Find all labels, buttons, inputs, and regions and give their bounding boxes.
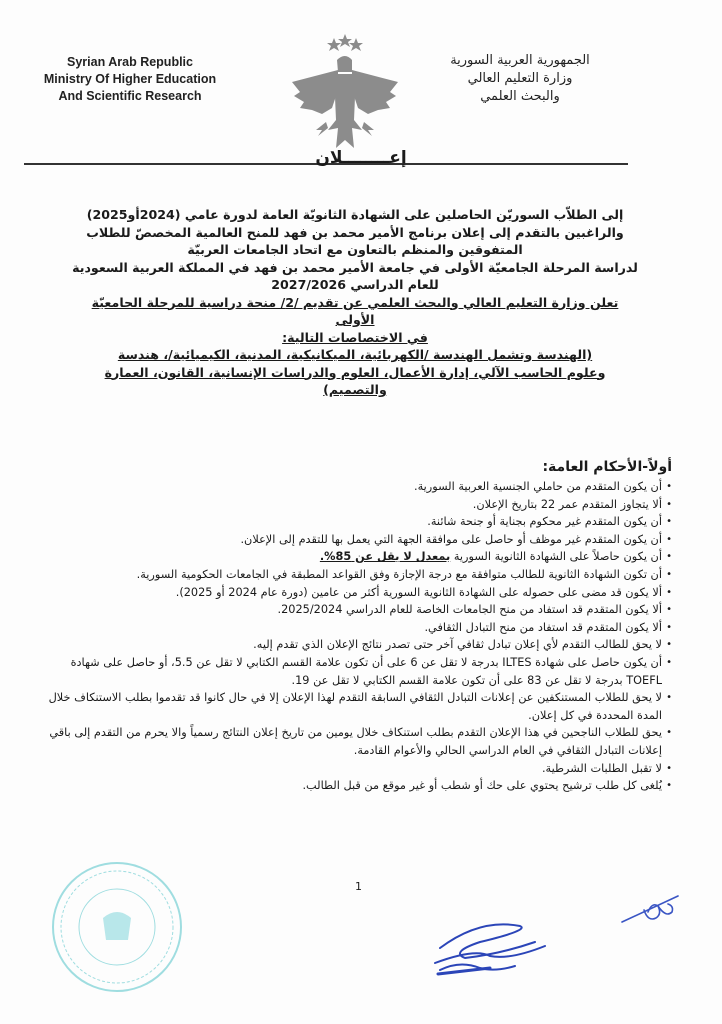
rule-text: لا تقبل الطلبات الشرطية.: [541, 761, 662, 775]
signature-icon: [420, 908, 560, 978]
rule-text: أن يكون المتقدم غير موظف أو حاصل على موافقة الجهة التي يعمل بها للتقدم إلى الإعلان.: [240, 532, 662, 546]
rule-item: [32, 531, 672, 549]
header-english-line: Syrian Arab Republic: [67, 55, 193, 69]
rule-text: يُلغى كل طلب ترشيح يحتوي على حك أو شطب أو غير موقع من قبل الطالب.: [302, 779, 662, 793]
rule-item: [32, 478, 672, 496]
rule-item: [32, 724, 672, 759]
rule-item: [32, 566, 672, 584]
intro-line: والراغبين بالتقدم إلى إعلان برنامج الأمير محمد بن فهد للمنح العالمية المخصصّ للطلاب: [86, 224, 624, 240]
header-arabic-line: وزارة التعليم العالي: [467, 71, 573, 86]
specializations-line: والتصميم): [323, 382, 387, 397]
header-arabic: [420, 52, 620, 106]
header-english-line: And Scientific Research: [58, 89, 202, 103]
page-number: 1: [355, 880, 362, 893]
rule-item: [32, 636, 672, 654]
rule-item: [32, 496, 672, 514]
announcement-line: تعلن وزارة التعليم العالي والبحث العلمي عن تقديم /2/ منحة دراسية للمرحلة الجامعيّة: [91, 294, 619, 310]
rule-text: أن تكون الشهادة الثانوية للطالب متوافقة مع درجة الإجازة وفق القواعد المطبقة في الجامعات الحكومية السورية.: [136, 567, 662, 581]
intro-block: [50, 206, 660, 399]
rule-item: [32, 601, 672, 619]
official-stamp-icon: [48, 858, 186, 996]
rule-text: لا يحق للطالب التقدم لأي إعلان تبادل ثقافي آخر حتى تصدر نتائج الإعلان الذي تقدم إليه.: [253, 638, 662, 652]
specializations-line: (الهندسة وتشمل الهندسة /الكهربائية، الميكانيكية، المدنية، الكيميائية/، هندسة: [117, 347, 593, 362]
header-english: [30, 54, 230, 105]
rule-text: أن يكون المتقدم من حاملي الجنسية العربية السورية.: [414, 480, 662, 493]
rule-text: ألا يكون المتقدم قد استفاد من منح الجامعات الخاصة للعام الدراسي 2025/2024.: [277, 603, 662, 617]
rule-text: أن يكون حاصل على شهادة ILTES بدرجة لا تقل عن 6 على أن تكون علامة القسم الكتابي لا تقل عن 5.5، أو حاصل على شهادة TOEFL بدرجة لا تقل عن 83 على أن تكون علامة القسم الكتابي لا تقل عن 19.: [70, 655, 662, 687]
rule-text: ألا يكون قد مضى على حصوله على الشهادة الثانوية السورية أكثر من عامين (دورة عام 2024 أو 2025).: [175, 585, 662, 599]
intro-line: المتفوقين والمنظم بالتعاون مع اتحاد الجامعات العربيّة: [187, 242, 523, 257]
header-arabic-line: الجمهورية العربية السورية: [450, 53, 590, 68]
section-title: أولاً-الأحكام العامة:: [542, 459, 672, 475]
page-title: إعــــــــلان: [315, 148, 407, 168]
initials-icon: [618, 888, 684, 928]
rule-item: [32, 654, 672, 689]
specializations-line: وعلوم الحاسب الآلي، إدارة الأعمال، العلوم والدراسات الإنسانية، القانون، العمارة: [104, 364, 606, 380]
header-arabic-line: والبحث العلمي: [480, 89, 560, 104]
rule-item: [32, 689, 672, 724]
rule-emphasis: بمعدل لا يقل عن 85%.: [319, 550, 451, 564]
rule-text: ألا يكون المتقدم قد استفاد من منح التبادل الثقافي.: [424, 620, 662, 634]
eagle-emblem-icon: [282, 30, 408, 160]
rule-text: أن يكون المتقدم غير محكوم بجناية أو جنحة شائنة.: [427, 515, 662, 529]
header-english-line: Ministry Of Higher Education: [43, 72, 217, 86]
intro-line: إلى الطلاّب السوريّن الحاصلين على الشهادة الثانويّة العامة لدورة عامي (2024أو2025): [86, 207, 624, 222]
rules-list: [32, 478, 688, 795]
rule-text: لا يحق للطلاب المستنكفين عن إعلانات التبادل الثقافي السابقة التقدم لهذا الإعلان إلا في حال كانوا قد تقدموا بطلب الاستنكاف خلال المدة المحددة في كل إعلان.: [48, 691, 662, 722]
rule-item: [32, 777, 672, 795]
intro-line: لدراسة المرحلة الجامعيّة الأولى في جامعة الأمير محمد بن فهد في المملكة العربية السعودية: [72, 259, 638, 275]
rule-item: [32, 619, 672, 637]
specializations-heading: في الاختصاصات التالية:: [282, 329, 428, 345]
rule-item: [32, 760, 672, 778]
announcement-line: الأولى: [335, 312, 375, 327]
rule-text: يحق للطلاب الناجحين في هذا الإعلان التقدم بطلب استنكاف خلال يومين من تاريخ إعلان النتائج رسمياً والا يحرم من التقدم إلى باقي إعلانات التبادل الثقافي في العام الدراسي الحالي والأعوام القادمة.: [49, 726, 662, 757]
rule-text: أن يكون حاصلاً على الشهادة الثانوية السورية: [450, 550, 662, 564]
rule-item: [32, 584, 672, 602]
intro-line: للعام الدراسي 2027/2026: [271, 277, 439, 292]
rule-text: ألا يتجاوز المتقدم عمر 22 بتاريخ الإعلان.: [472, 497, 662, 511]
rule-item: [32, 513, 672, 531]
rule-item: [32, 548, 672, 566]
